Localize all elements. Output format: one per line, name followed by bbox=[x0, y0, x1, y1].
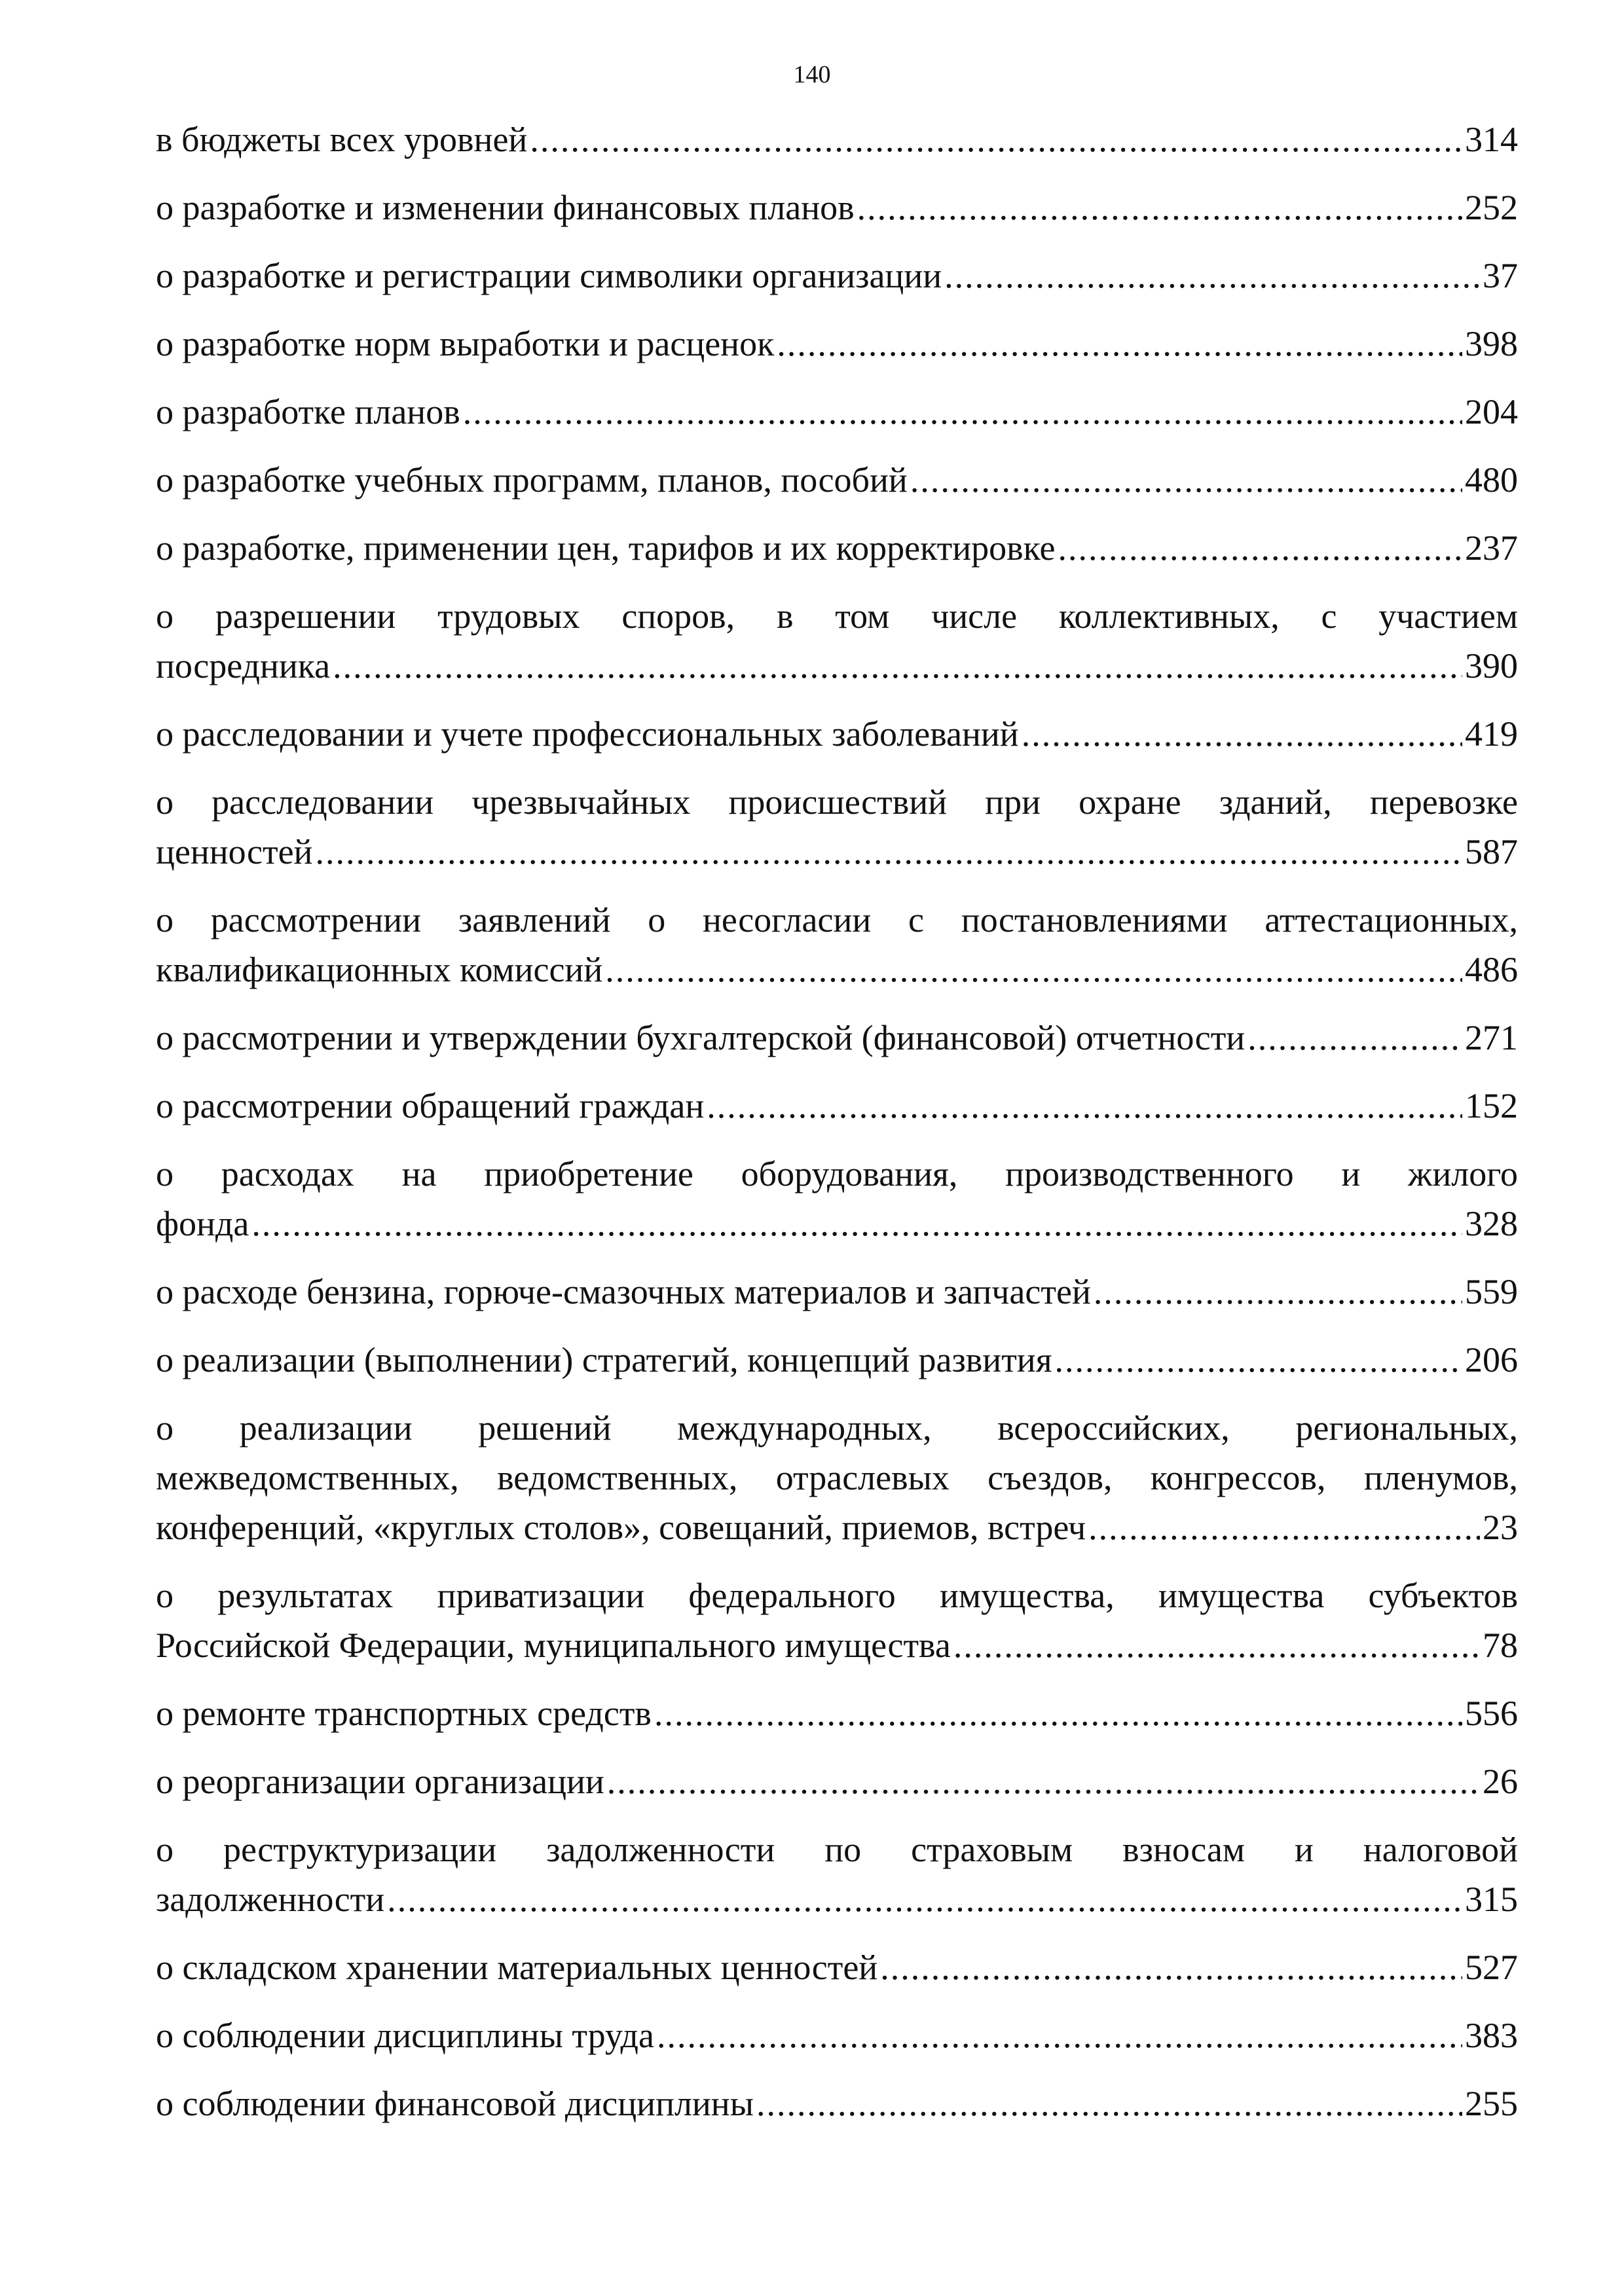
entry-page-number: 255 bbox=[1465, 2084, 1518, 2123]
entry-text: задолженности bbox=[156, 1880, 385, 1919]
index-entry bbox=[156, 591, 1518, 691]
entry-page-number: 237 bbox=[1465, 528, 1518, 568]
index-entry bbox=[156, 1403, 1518, 1552]
entry-last-line bbox=[156, 827, 1518, 877]
entry-page-number: 486 bbox=[1465, 950, 1518, 989]
entry-text: о рассмотрении обращений граждан bbox=[156, 1086, 705, 1125]
entry-last-line bbox=[156, 945, 1518, 994]
entry-text: о соблюдении дисциплины труда bbox=[156, 2016, 654, 2055]
index-entry bbox=[156, 455, 1518, 505]
dot-leader bbox=[607, 1757, 1480, 1806]
dot-leader bbox=[463, 387, 1462, 437]
dot-leader bbox=[1094, 1267, 1462, 1317]
dot-leader bbox=[953, 1620, 1480, 1670]
dot-leader bbox=[910, 455, 1462, 505]
dot-leader bbox=[756, 2079, 1462, 2128]
entry-text-line: о расследовании чрезвычайных происшествий при охране зданий, перевозке bbox=[156, 782, 1518, 822]
entry-last-line bbox=[156, 1620, 1518, 1670]
entry-last-line bbox=[156, 641, 1518, 691]
entry-last-line bbox=[156, 1199, 1518, 1248]
entry-page-number: 204 bbox=[1465, 392, 1518, 431]
entry-text: о расходе бензина, горюче-смазочных материалов и запчастей bbox=[156, 1272, 1091, 1311]
entry-page-number: 206 bbox=[1465, 1340, 1518, 1379]
entry-page-number: 398 bbox=[1465, 324, 1518, 363]
dot-leader bbox=[657, 2011, 1462, 2060]
dot-leader bbox=[387, 1874, 1462, 1924]
index-entry bbox=[156, 709, 1518, 759]
entry-text: фонда bbox=[156, 1204, 249, 1243]
index-entry bbox=[156, 387, 1518, 437]
entry-text: о реорганизации организации bbox=[156, 1762, 604, 1801]
entry-page-number: 587 bbox=[1465, 832, 1518, 871]
entry-page-number: 252 bbox=[1465, 188, 1518, 227]
entry-page-number: 152 bbox=[1465, 1086, 1518, 1125]
index-entry bbox=[156, 183, 1518, 232]
index-entry bbox=[156, 1825, 1518, 1924]
entry-text: о расследовании и учете профессиональных заболеваний bbox=[156, 714, 1019, 754]
dot-leader bbox=[880, 1942, 1462, 1992]
entry-page-number: 383 bbox=[1465, 2016, 1518, 2055]
index-entry bbox=[156, 251, 1518, 301]
index-entry bbox=[156, 1081, 1518, 1131]
entry-text: о разработке и изменении финансовых планов bbox=[156, 188, 855, 227]
subject-index bbox=[156, 115, 1518, 2147]
dot-leader bbox=[944, 251, 1480, 301]
entry-text: о разработке учебных программ, планов, пособий bbox=[156, 460, 908, 500]
index-entry bbox=[156, 523, 1518, 573]
dot-leader bbox=[530, 115, 1462, 164]
entry-text: посредника bbox=[156, 646, 331, 685]
dot-leader bbox=[1055, 1335, 1462, 1385]
dot-leader bbox=[605, 945, 1462, 994]
index-entry bbox=[156, 1267, 1518, 1317]
entry-text-line: о рассмотрении заявлений о несогласии с постановлениями аттестационных, bbox=[156, 900, 1518, 939]
dot-leader bbox=[857, 183, 1462, 232]
dot-leader bbox=[1022, 709, 1462, 759]
entry-text-line: о результатах приватизации федерального имущества, имущества субъектов bbox=[156, 1576, 1518, 1615]
index-entry bbox=[156, 1757, 1518, 1806]
dot-leader bbox=[1247, 1013, 1462, 1063]
entry-text: о соблюдении финансовой дисциплины bbox=[156, 2084, 754, 2123]
dot-leader bbox=[707, 1081, 1462, 1131]
entry-text: о разработке планов bbox=[156, 392, 460, 431]
entry-page-number: 390 bbox=[1465, 646, 1518, 685]
index-entry bbox=[156, 777, 1518, 877]
entry-text: в бюджеты всех уровней bbox=[156, 120, 528, 159]
index-entry bbox=[156, 1013, 1518, 1063]
entry-text-line: о реструктуризации задолженности по страховым взносам и налоговой bbox=[156, 1830, 1518, 1869]
dot-leader bbox=[654, 1688, 1462, 1738]
entry-page-number: 314 bbox=[1465, 120, 1518, 159]
index-entry bbox=[156, 1149, 1518, 1248]
entry-text: о разработке, применении цен, тарифов и их корректировке bbox=[156, 528, 1056, 568]
index-entry bbox=[156, 2079, 1518, 2128]
page-number: 140 bbox=[793, 61, 831, 88]
entry-page-number: 23 bbox=[1483, 1508, 1518, 1547]
entry-text: Российской Федерации, муниципального имущества bbox=[156, 1626, 951, 1665]
entry-text: квалификационных комиссий bbox=[156, 950, 603, 989]
index-entry bbox=[156, 895, 1518, 994]
entry-page-number: 37 bbox=[1483, 256, 1518, 295]
entry-page-number: 78 bbox=[1483, 1626, 1518, 1665]
entry-text: о реализации (выполнении) стратегий, концепций развития bbox=[156, 1340, 1052, 1379]
entry-text-line: о реализации решений международных, всероссийских, региональных, bbox=[156, 1408, 1518, 1448]
entry-text: о складском хранении материальных ценностей bbox=[156, 1948, 878, 1987]
entry-page-number: 328 bbox=[1465, 1204, 1518, 1243]
entry-page-number: 559 bbox=[1465, 1272, 1518, 1311]
dot-leader bbox=[251, 1199, 1462, 1248]
dot-leader bbox=[333, 641, 1462, 691]
entry-page-number: 527 bbox=[1465, 1948, 1518, 1987]
entry-text-line: о расходах на приобретение оборудования, производственного и жилого bbox=[156, 1154, 1518, 1194]
index-entry bbox=[156, 1335, 1518, 1385]
index-entry bbox=[156, 1571, 1518, 1670]
index-entry bbox=[156, 319, 1518, 369]
index-entry bbox=[156, 1688, 1518, 1738]
index-entry bbox=[156, 1942, 1518, 1992]
entry-text-line: межведомственных, ведомственных, отраслевых съездов, конгрессов, пленумов, bbox=[156, 1458, 1518, 1497]
entry-text: конференций, «круглых столов», совещаний, приемов, встреч bbox=[156, 1508, 1086, 1547]
dot-leader bbox=[315, 827, 1462, 877]
entry-text-line: о разрешении трудовых споров, в том числе коллективных, с участием bbox=[156, 596, 1518, 636]
dot-leader bbox=[1088, 1503, 1480, 1552]
entry-text: о ремонте транспортных средств bbox=[156, 1694, 652, 1733]
index-entry bbox=[156, 2011, 1518, 2060]
entry-page-number: 480 bbox=[1465, 460, 1518, 500]
entry-page-number: 26 bbox=[1483, 1762, 1518, 1801]
index-entry bbox=[156, 115, 1518, 164]
dot-leader bbox=[777, 319, 1462, 369]
entry-last-line bbox=[156, 1874, 1518, 1924]
entry-page-number: 419 bbox=[1465, 714, 1518, 754]
entry-text: о рассмотрении и утверждении бухгалтерской (финансовой) отчетности bbox=[156, 1018, 1246, 1057]
entry-text: ценностей bbox=[156, 832, 313, 871]
dot-leader bbox=[1058, 523, 1463, 573]
entry-last-line bbox=[156, 1503, 1518, 1552]
entry-page-number: 556 bbox=[1465, 1694, 1518, 1733]
entry-text: о разработке и регистрации символики организации bbox=[156, 256, 942, 295]
entry-page-number: 315 bbox=[1465, 1880, 1518, 1919]
entry-page-number: 271 bbox=[1465, 1018, 1518, 1057]
entry-text: о разработке норм выработки и расценок bbox=[156, 324, 775, 363]
